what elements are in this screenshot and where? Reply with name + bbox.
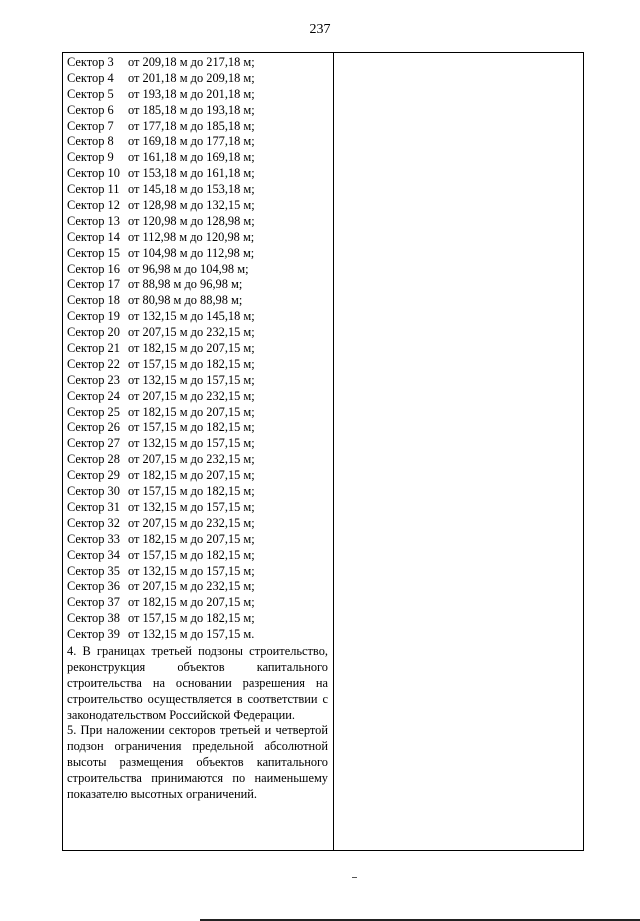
- sector-row: [67, 500, 328, 516]
- sector-range: от 207,15 м до 232,15 м;: [128, 452, 255, 467]
- paragraph-4: 4. В границах третьей подзоны строительство, реконструкция объектов капитального строительства на основании разрешения на строительство осуществляется в соответствии с законодательством Российской Федерации.: [67, 643, 328, 722]
- sector-range: от 177,18 м до 185,18 м;: [128, 118, 255, 133]
- sector-label: Сектор 29: [67, 468, 120, 483]
- sector-label: Сектор 5: [67, 86, 114, 101]
- sector-range: от 207,15 м до 232,15 м;: [128, 325, 255, 340]
- sector-row: [67, 103, 328, 119]
- sector-row: [67, 548, 328, 564]
- sector-range: от 185,18 м до 193,18 м;: [128, 102, 255, 117]
- scan-mark: [352, 877, 357, 878]
- sector-row: [67, 405, 328, 421]
- sector-range: от 132,15 м до 157,15 м;: [128, 372, 255, 387]
- sector-row: [67, 420, 328, 436]
- sector-range: от 157,15 м до 182,15 м;: [128, 611, 255, 626]
- sector-label: Сектор 9: [67, 150, 114, 165]
- sector-row: [67, 55, 328, 71]
- sector-label: Сектор 20: [67, 325, 120, 340]
- left-column: [67, 55, 328, 803]
- sector-row: [67, 230, 328, 246]
- sector-label: Сектор 19: [67, 309, 120, 324]
- sector-row: [67, 71, 328, 87]
- sector-label: Сектор 10: [67, 166, 120, 181]
- sector-row: [67, 134, 328, 150]
- sector-range: от 157,15 м до 182,15 м;: [128, 356, 255, 371]
- sector-row: [67, 579, 328, 595]
- sector-range: от 207,15 м до 232,15 м;: [128, 388, 255, 403]
- sector-range: от 132,15 м до 157,15 м;: [128, 499, 255, 514]
- sector-range: от 182,15 м до 207,15 м;: [128, 531, 255, 546]
- sector-row: [67, 166, 328, 182]
- sector-row: [67, 198, 328, 214]
- sector-label: Сектор 23: [67, 372, 120, 387]
- sector-range: от 153,18 м до 161,18 м;: [128, 166, 255, 181]
- sector-range: от 201,18 м до 209,18 м;: [128, 70, 255, 85]
- sector-range: от 161,18 м до 169,18 м;: [128, 150, 255, 165]
- sector-row: [67, 309, 328, 325]
- sector-row: [67, 452, 328, 468]
- sector-row: [67, 277, 328, 293]
- sector-label: Сектор 27: [67, 436, 120, 451]
- sector-range: от 96,98 м до 104,98 м;: [128, 261, 249, 276]
- sector-range: от 157,15 м до 182,15 м;: [128, 420, 255, 435]
- sector-range: от 207,15 м до 232,15 м;: [128, 515, 255, 530]
- paragraph-5: 5. При наложении секторов третьей и четвертой подзон ограничения предельной абсолютной высоты размещения объектов капитального строительства принимаются по наименьшему показателю высотных ограничений.: [67, 723, 328, 802]
- sector-range: от 128,98 м до 132,15 м;: [128, 198, 255, 213]
- document-table: [62, 52, 584, 851]
- sector-range: от 145,18 м до 153,18 м;: [128, 182, 255, 197]
- sector-range: от 132,15 м до 145,18 м;: [128, 309, 255, 324]
- sector-row: [67, 357, 328, 373]
- sector-label: Сектор 30: [67, 484, 120, 499]
- sector-range: от 182,15 м до 207,15 м;: [128, 595, 255, 610]
- sector-range: от 193,18 м до 201,18 м;: [128, 86, 255, 101]
- sector-row: [67, 150, 328, 166]
- sector-range: от 132,15 м до 157,15 м;: [128, 436, 255, 451]
- sector-row: [67, 611, 328, 627]
- sector-label: Сектор 12: [67, 198, 120, 213]
- sector-range: от 169,18 м до 177,18 м;: [128, 134, 255, 149]
- sector-label: Сектор 25: [67, 404, 120, 419]
- sector-range: от 182,15 м до 207,15 м;: [128, 341, 255, 356]
- sector-label: Сектор 32: [67, 515, 120, 530]
- sector-row: [67, 468, 328, 484]
- sector-label: Сектор 14: [67, 229, 120, 244]
- sector-range: от 112,98 м до 120,98 м;: [128, 229, 255, 244]
- sector-label: Сектор 39: [67, 627, 120, 642]
- sector-range: от 132,15 м до 157,15 м;: [128, 563, 255, 578]
- sector-label: Сектор 3: [67, 55, 114, 69]
- sector-label: Сектор 26: [67, 420, 120, 435]
- sector-label: Сектор 24: [67, 388, 120, 403]
- sector-range: от 207,15 м до 232,15 м;: [128, 579, 255, 594]
- sector-label: Сектор 35: [67, 563, 120, 578]
- sector-row: [67, 246, 328, 262]
- sector-label: Сектор 7: [67, 118, 114, 133]
- sector-row: [67, 389, 328, 405]
- sector-range: от 104,98 м до 112,98 м;: [128, 245, 255, 260]
- sector-row: [67, 484, 328, 500]
- sector-row: [67, 564, 328, 580]
- sector-label: Сектор 13: [67, 213, 120, 228]
- sector-row: [67, 532, 328, 548]
- sector-label: Сектор 16: [67, 261, 120, 276]
- sector-row: [67, 595, 328, 611]
- sector-list: [67, 55, 328, 643]
- sector-label: Сектор 15: [67, 245, 120, 260]
- sector-label: Сектор 36: [67, 579, 120, 594]
- sector-row: [67, 87, 328, 103]
- sector-row: [67, 325, 328, 341]
- sector-row: [67, 182, 328, 198]
- sector-range: от 88,98 м до 96,98 м;: [128, 277, 243, 292]
- page-number: 237: [309, 22, 331, 37]
- sector-label: Сектор 38: [67, 611, 120, 626]
- sector-label: Сектор 33: [67, 531, 120, 546]
- sector-row: [67, 293, 328, 309]
- sector-range: от 80,98 м до 88,98 м;: [128, 293, 243, 308]
- sector-range: от 182,15 м до 207,15 м;: [128, 468, 255, 483]
- sector-row: [67, 516, 328, 532]
- sector-label: Сектор 21: [67, 341, 120, 356]
- sector-label: Сектор 6: [67, 102, 114, 117]
- sector-label: Сектор 31: [67, 499, 120, 514]
- sector-row: [67, 436, 328, 452]
- sector-range: от 182,15 м до 207,15 м;: [128, 404, 255, 419]
- sector-label: Сектор 22: [67, 356, 120, 371]
- sector-range: от 120,98 м до 128,98 м;: [128, 213, 255, 228]
- sector-row: [67, 627, 328, 643]
- column-divider: [333, 53, 334, 850]
- sector-label: Сектор 4: [67, 70, 114, 85]
- sector-range: от 157,15 м до 182,15 м;: [128, 547, 255, 562]
- sector-label: Сектор 8: [67, 134, 114, 149]
- sector-range: от 157,15 м до 182,15 м;: [128, 484, 255, 499]
- sector-label: Сектор 34: [67, 547, 120, 562]
- sector-row: [67, 341, 328, 357]
- sector-label: Сектор 28: [67, 452, 120, 467]
- sector-label: Сектор 37: [67, 595, 120, 610]
- sector-range: от 209,18 м до 217,18 м;: [128, 55, 255, 69]
- sector-row: [67, 214, 328, 230]
- sector-label: Сектор 18: [67, 293, 120, 308]
- sector-range: от 132,15 м до 157,15 м.: [128, 627, 255, 642]
- sector-label: Сектор 11: [67, 182, 120, 197]
- sector-row: [67, 262, 328, 278]
- sector-row: [67, 119, 328, 135]
- sector-label: Сектор 17: [67, 277, 120, 292]
- sector-row: [67, 373, 328, 389]
